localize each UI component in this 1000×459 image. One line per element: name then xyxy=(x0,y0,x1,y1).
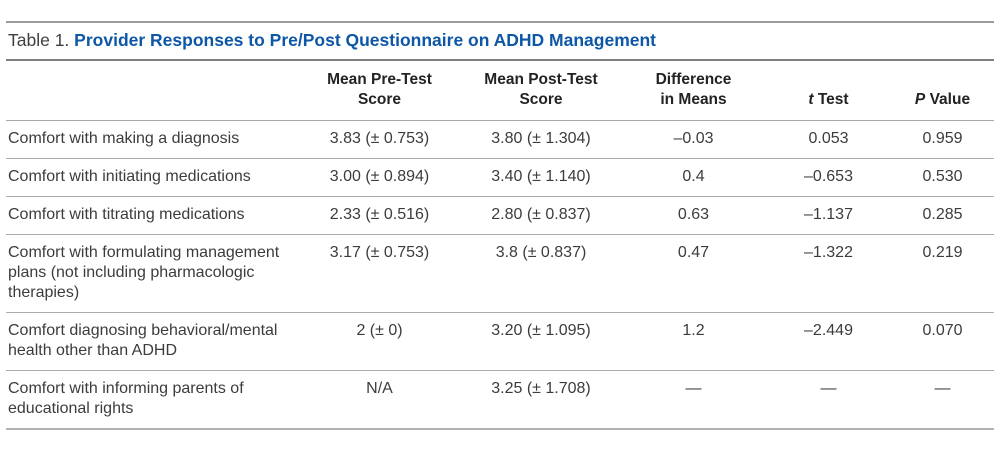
post-test-cell: 3.20 (± 1.095) xyxy=(491,322,591,339)
pre-test-cell: 3.00 (± 0.894) xyxy=(329,168,430,185)
measure-label-cell: Comfort with formulating management plans (not including pharmacologic therapies) xyxy=(8,244,280,301)
table-row xyxy=(6,235,994,313)
table-number-label: Table 1. xyxy=(8,30,70,50)
p-value-cell: 0.285 xyxy=(922,206,963,223)
header-line: Score xyxy=(357,91,402,108)
p-value-cell: 0.530 xyxy=(922,168,963,185)
measure-label-cell: Comfort with informing parents of educational rights xyxy=(8,380,244,417)
measure-label-cell: Comfort with initiating medications xyxy=(8,168,251,185)
table-header-row xyxy=(6,61,994,121)
table-title xyxy=(6,23,994,59)
column-header-pre-test xyxy=(298,61,461,121)
t-test-cell: 0.053 xyxy=(808,130,849,147)
p-value-cell: — xyxy=(934,380,951,397)
difference-cell: 0.47 xyxy=(677,244,710,261)
column-header-t-test xyxy=(766,61,891,121)
p-value-label: Value xyxy=(925,91,971,108)
t-test-cell: — xyxy=(820,380,837,397)
header-line: Mean Pre-Test xyxy=(327,71,432,88)
difference-cell: 1.2 xyxy=(682,322,705,339)
post-test-cell: 3.40 (± 1.140) xyxy=(491,168,591,185)
table-title-text: Provider Responses to Pre/Post Questionnaire on ADHD Management xyxy=(74,30,657,50)
pre-test-cell: 3.83 (± 0.753) xyxy=(329,130,430,147)
table-row xyxy=(6,197,994,235)
header-line: Difference xyxy=(655,71,732,88)
pre-test-cell: 2 (± 0) xyxy=(356,322,403,339)
measure-label-cell: Comfort diagnosing behavioral/mental health other than ADHD xyxy=(8,322,278,359)
column-header-p-value xyxy=(891,61,994,121)
p-value-cell: 0.959 xyxy=(922,130,963,147)
header-line: Mean Post-Test xyxy=(484,71,598,88)
results-table xyxy=(6,61,994,430)
post-test-cell: 2.80 (± 0.837) xyxy=(491,206,591,223)
pre-test-cell: 2.33 (± 0.516) xyxy=(329,206,430,223)
t-test-cell: –2.449 xyxy=(804,322,853,339)
difference-cell: — xyxy=(685,380,702,397)
p-value-cell: 0.219 xyxy=(922,244,963,261)
pre-test-cell: N/A xyxy=(366,380,393,397)
table-row xyxy=(6,313,994,371)
difference-cell: 0.63 xyxy=(677,206,710,223)
table-row xyxy=(6,371,994,430)
column-header-post-test xyxy=(461,61,621,121)
difference-cell: 0.4 xyxy=(682,168,705,185)
post-test-cell: 3.8 (± 0.837) xyxy=(495,244,587,261)
header-line: in Means xyxy=(660,91,727,108)
t-test-cell: –1.137 xyxy=(804,206,853,223)
difference-cell: –0.03 xyxy=(673,130,714,147)
t-test-cell: –0.653 xyxy=(804,168,853,185)
post-test-cell: 3.25 (± 1.708) xyxy=(491,380,591,397)
measure-label-cell: Comfort with titrating medications xyxy=(8,206,245,223)
pre-test-cell: 3.17 (± 0.753) xyxy=(329,244,430,261)
post-test-cell: 3.80 (± 1.304) xyxy=(491,130,591,147)
t-test-label: Test xyxy=(813,91,849,108)
p-value-cell: 0.070 xyxy=(922,322,963,339)
header-line: Score xyxy=(519,91,563,108)
table-row xyxy=(6,159,994,197)
p-symbol: P xyxy=(914,91,926,108)
t-test-cell: –1.322 xyxy=(804,244,853,261)
column-header-difference xyxy=(621,61,766,121)
t-symbol: t xyxy=(808,91,814,108)
measure-label-cell: Comfort with making a diagnosis xyxy=(8,130,240,147)
column-header-measure xyxy=(6,61,298,121)
table-row xyxy=(6,121,994,159)
